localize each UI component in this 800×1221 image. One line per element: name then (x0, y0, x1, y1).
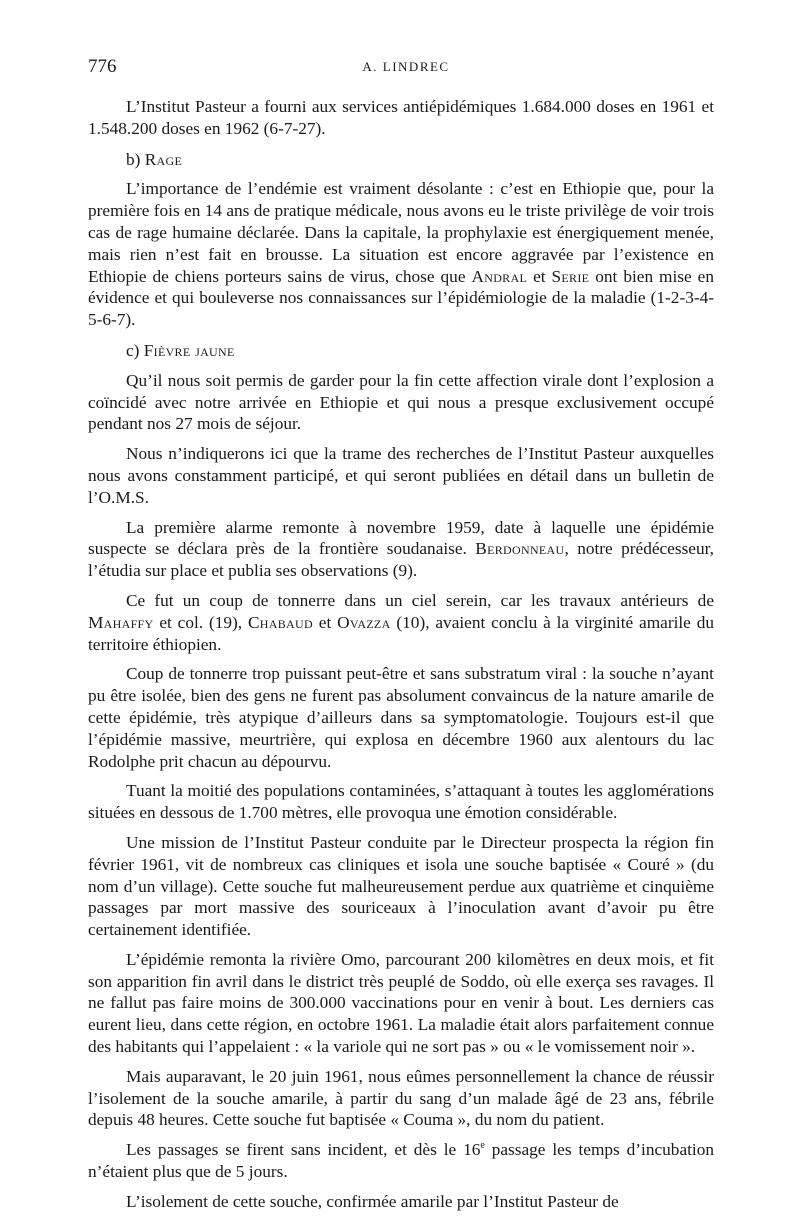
text-run: (10), avaient conclu à la virginité amarile du territoire éthiopien. (88, 612, 714, 654)
author-name: Serie (551, 266, 590, 286)
superscript: e (480, 1140, 485, 1152)
author-name: Ovazza (337, 612, 391, 632)
paragraph (88, 590, 714, 655)
text-run: , notre prédécesseur, l’étudia sur place et publia ses observations (9). (88, 539, 714, 581)
paragraph-rage (88, 178, 714, 331)
paragraph: Coup de tonnerre trop puissant peut-être et sans substratum viral : la souche n’ayant pu être isolée, bien des gens ne furent pas absolument convaincus de la nature amarile de cette épidémie, très atypique d’ailleurs dans sa symptomatologie. Toujours est-il que l’épidémie massive, meurtrière, qui explosa en décembre 1960 aux alentours du lac Rodolphe prit chacun au dépourvu. (88, 664, 714, 771)
page-number: 776 (88, 56, 117, 77)
paragraph: L’isolement de cette souche, confirmée amarile par l’Institut Pasteur de (126, 1191, 619, 1211)
text-run: et col. (19), (153, 612, 248, 632)
text-run: et (527, 266, 552, 286)
text-run: et (312, 612, 338, 632)
paragraph: Nous n’indiquerons ici que la trame des recherches de l’Institut Pasteur auxquelles nous avons constamment participé, et qui seront publiées en détail dans un bulletin de l’O.M.S. (88, 444, 714, 507)
text-run: Les passages se firent sans incident, et dès le 16 (126, 1140, 481, 1160)
text-run: L’importance de l’endémie est vraiment désolante : c’est en Ethiopie que, pour la première fois en 14 ans de pratique médicale, nous avons eu le triste privilège de voir trois cas de rage humaine déclarée. Dans la capitale, la prophylaxie est énergiquement menée, mais rien n’est fait en brousse. La situation est encore aggravée par l’existence en Ethiopie de chiens porteurs sains de virus, chose que (88, 179, 714, 286)
text-run: passage les temps d’incubation n’étaient plus que de 5 jours. (88, 1140, 714, 1182)
text-run: Ce fut un coup de tonnerre dans un ciel serein, car les travaux antérieurs de (126, 590, 714, 610)
heading-title: Fièvre jaune (143, 340, 235, 360)
body-text (88, 96, 714, 1221)
section-heading-fievre-jaune (126, 340, 714, 362)
paragraph (88, 1139, 714, 1183)
section-heading-rage (126, 149, 714, 171)
running-head (88, 56, 724, 80)
author-name: Andral (471, 266, 528, 286)
paragraph: Une mission de l’Institut Pasteur conduite par le Directeur prospecta la région fin février 1961, vit de nombreux cas cliniques et isola une souche baptisée « Couré » (du nom d’un village). Cette souche fut malheureusement perdue aux quatrième et cinquième passages par mort massive des souriceaux à l’inoculation avant d’avoir pu être certainement identifiée. (88, 832, 714, 940)
heading-prefix: b) (126, 149, 145, 169)
heading-title: Rage (144, 149, 183, 169)
paragraph: Mais auparavant, le 20 juin 1961, nous eûmes personnellement la chance de réussir l’isolement de la souche amarile, à partir du sang d’un malade âgé de 23 ans, fébrile depuis 48 heures. Cette souche fut baptisée « Couma », du nom du patient. (88, 1066, 714, 1130)
paragraph-vaccine-doses: L’Institut Pasteur a fourni aux services antiépidémiques 1.684.000 doses en 1961 et 1.548.200 doses en 1962 (6-7-27). (88, 97, 714, 138)
author-name: Chabaud (247, 612, 313, 632)
paragraph (88, 517, 714, 582)
paragraph: Tuant la moitié des populations contaminées, s’attaquant à toutes les agglomérations situées en dessous de 1.700 mètres, elle provoqua une émotion considérable. (88, 781, 714, 823)
heading-prefix: c) (126, 340, 144, 360)
author-name: Berdonneau (475, 539, 565, 559)
author-name: Mahaffy (88, 612, 154, 632)
text-run: La première alarme remonte à novembre 1959, date à laquelle une épidémie suspecte se déclara près de la frontière soudanaise. (88, 517, 714, 559)
paragraph: Qu’il nous soit permis de garder pour la fin cette affection virale dont l’explosion a coïncidé avec notre arrivée en Ethiopie et qui nous a presque exclusivement occupé pendant nos 27 mois de séjour. (88, 370, 714, 434)
paragraph: L’épidémie remonta la rivière Omo, parcourant 200 kilomètres en deux mois, et fit son apparition fin avril dans le district très peuplé de Soddo, où elle exerça ses ravages. Il ne fallut pas faire moins de 300.000 vaccinations pour en venir à bout. Les derniers cas eurent lieu, dans cette région, en octobre 1961. La maladie était alors parfaitement connue des habitants qui l’appelaient : « la variole qui ne sort pas » ou « le vomissement noir ». (88, 949, 714, 1057)
text-run: ont bien mise en évidence et qui bouleverse nos connaissances sur l’épidémiologie de la maladie (1-2-3-4-5-6-7). (88, 266, 714, 330)
running-head-author: A. LINDREC (362, 59, 450, 74)
